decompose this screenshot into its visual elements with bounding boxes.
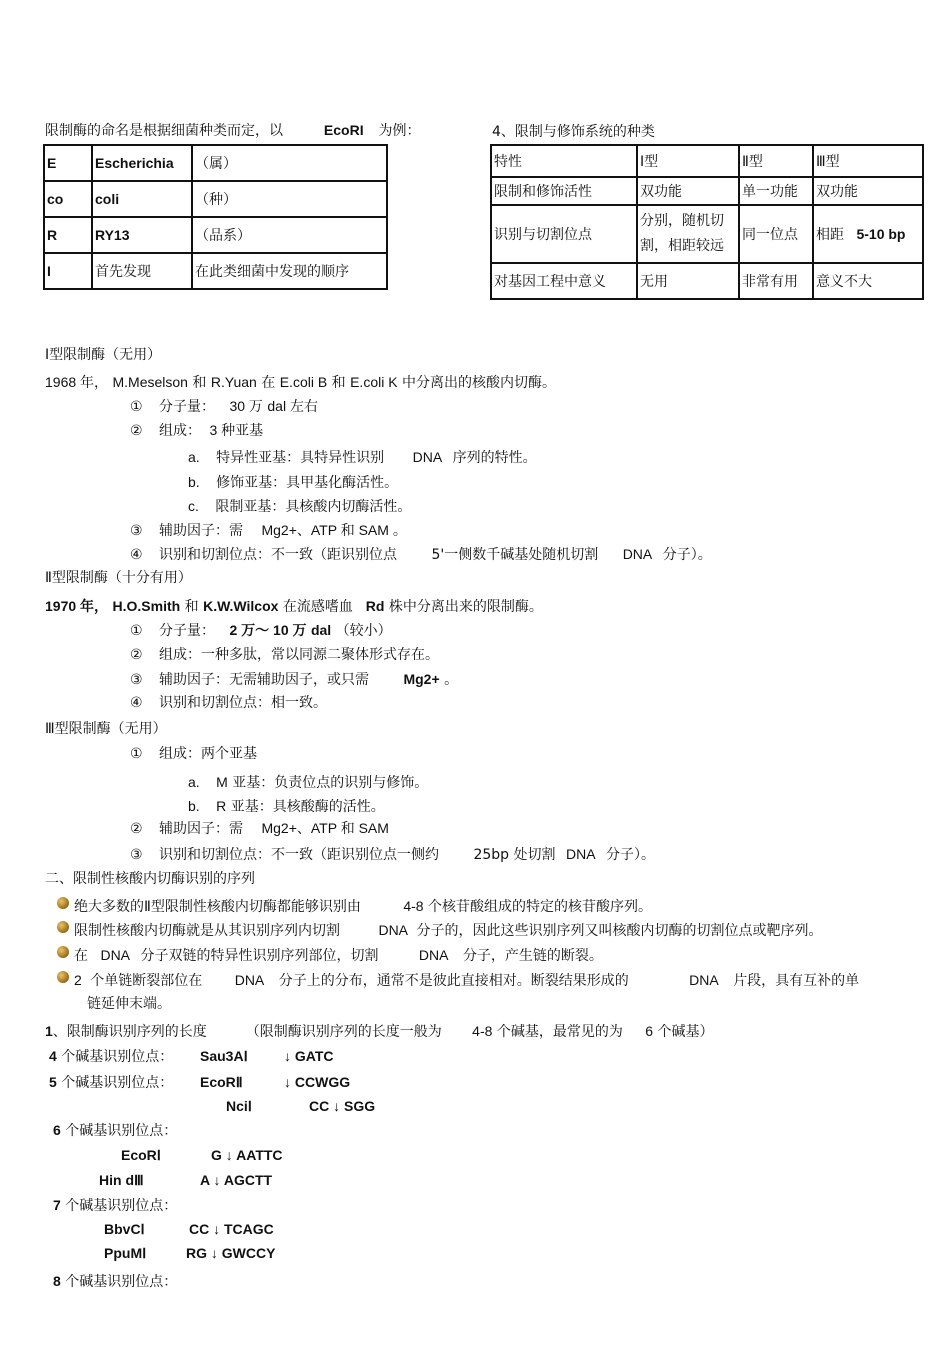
section2-bullet-2: 限制性核酸内切酶就是从其识别序列内切割 DNA 分子的，因此这些识别序列又叫核酸内切酶的切割位点或靶序列。 [74,922,823,939]
enzyme-ecor2: EcoRⅡ [200,1074,243,1090]
enzyme-sau3a: Sau3AⅠ [200,1048,248,1064]
bullet-icon [57,971,69,983]
seq-ppum1: RG ↓ GWCCY [186,1245,276,1261]
enzyme-bbvc1: BbvCⅠ [104,1221,145,1237]
type2-item3: ③ 辅助因子：无需辅助因子，或只需 Mg2+ 。 [130,671,459,688]
bullet-icon [57,897,69,909]
type2-intro: 1970 年， H.O.Smith 和 K.W.Wilcox 在流感嗜血 Rd 株中分离出来的限制酶。 [45,598,543,615]
section2-bullet-1: 绝大多数的Ⅱ型限制性核酸内切酶都能够识别由 4-8 个核苷酸组成的特定的核苷酸序列。 [74,898,653,915]
type3-sub-a: a. M 亚基：负责位点的识别与修饰。 [188,774,429,791]
table-row: co coli （种） [44,181,387,217]
cell-random-cut: 分别，随机切 割，相距较远 [637,205,739,263]
type3-sub-b: b. R 亚基：具核酸酶的活性。 [188,798,385,815]
table-row: 特性 Ⅰ型 Ⅱ型 Ⅲ型 [491,145,923,177]
seq-hind3: A ↓ AGCTT [200,1172,273,1188]
section2-bullet-3: 在 DNA 分子双链的特异性识别序列部位，切割 DNA 分子，产生链的断裂。 [74,947,603,964]
types-table [490,144,924,300]
length-7: 7 个碱基识别位点： [53,1197,178,1214]
bullet-icon [57,946,69,958]
type3-item3: ③ 识别和切割位点：不一致（距识别位点一侧约 25bp 处切割 DNA 分子）。 [130,846,655,863]
table-row: R RY13 （品系） [44,217,387,253]
types-title: 4、限制与修饰系统的种类 [492,124,655,140]
table-row: 对基因工程中意义 无用 非常有用 意义不大 [491,263,923,299]
seq-nci1: CC ↓ SGG [309,1098,376,1114]
length-4: 4 个碱基识别位点： [49,1048,174,1065]
cell-distance: 相距 5-10 bp [813,205,923,263]
seq-ecor2: ↓ CCWGG [284,1074,351,1090]
table-row: I 首先发现 在此类细菌中发现的顺序 [44,253,387,289]
type1-sub-c: c. 限制亚基：具核酸内切酶活性。 [188,498,412,515]
seq-ecor1: G ↓ AATTC [211,1147,283,1163]
type2-item1: ① 分子量： 2 万～ 10 万 dal （较小） [130,622,392,639]
table-row: 限制和修饰活性 双功能 单一功能 双功能 [491,177,923,205]
type2-item2: ② 组成：一种多肽，常以同源二聚体形式存在。 [130,647,440,663]
type3-item1: ① 组成：两个亚基 [130,746,258,762]
table-row: 识别与切割位点 分别，随机切 割，相距较远 同一位点 相距 5-10 bp [491,205,923,263]
type1-item2: ② 组成： 3 种亚基 [130,422,264,439]
section2-bullet-4: 2 个单链断裂部位在 DNA 分子上的分布，通常不是彼此直接相对。断裂结果形成的 DNA 片段，具有互补的单 [74,972,860,989]
bullet-icon [57,921,69,933]
length-5: 5 个碱基识别位点： [49,1074,174,1091]
type1-item4: ④ 识别和切割位点：不一致（距识别位点 5'一侧数千碱基处随机切割 DNA 分子）。 [130,546,712,563]
type1-heading: Ⅰ型限制酶（无用） [45,347,162,363]
enzyme-nci1: NciⅠ [226,1098,252,1114]
naming-intro: 限制酶的命名是根据细菌种类而定，以 EcoRI 为例： [45,122,421,139]
section2-bullet-4-cont: 链延伸末端。 [87,996,171,1012]
type1-sub-a: a. 特异性亚基：具特异性识别 DNA 序列的特性。 [188,449,537,466]
type2-item4: ④ 识别和切割位点：相一致。 [130,695,328,711]
naming-table [43,144,388,290]
section2-heading: 二、限制性核酸内切酶识别的序列 [45,871,255,887]
type3-heading: Ⅲ型限制酶（无用） [45,721,167,737]
seq-sau3a: ↓ GATC [284,1048,334,1064]
type1-item1: ① 分子量： 30 万 dal 左右 [130,398,318,415]
length-6: 6 个碱基识别位点： [53,1122,178,1139]
table-row: E Escherichia （属） [44,145,387,181]
lengths-heading: 1、限制酶识别序列的长度 （限制酶识别序列的长度一般为 4-8 个碱基，最常见的为 6 个碱基） [45,1023,714,1040]
type1-sub-b: b. 修饰亚基：具甲基化酶活性。 [188,474,399,491]
length-8: 8 个碱基识别位点： [53,1273,178,1290]
type2-heading: Ⅱ型限制酶（十分有用） [45,570,192,586]
enzyme-ecor1: EcoRⅠ [121,1147,161,1163]
type1-intro: 1968 年， M.Meselson 和 R.Yuan 在 E.coli B 和 E.coli K 中分离出的核酸内切酶。 [45,374,557,391]
type1-item3: ③ 辅助因子：需 Mg2+、ATP 和 SAM 。 [130,522,407,539]
enzyme-hind3: Hin dⅢ [99,1172,144,1188]
type3-item2: ② 辅助因子：需 Mg2+、ATP 和 SAM [130,820,389,837]
seq-bbvc1: CC ↓ TCAGC [189,1221,274,1237]
enzyme-ppum1: PpuMⅠ [104,1245,147,1261]
